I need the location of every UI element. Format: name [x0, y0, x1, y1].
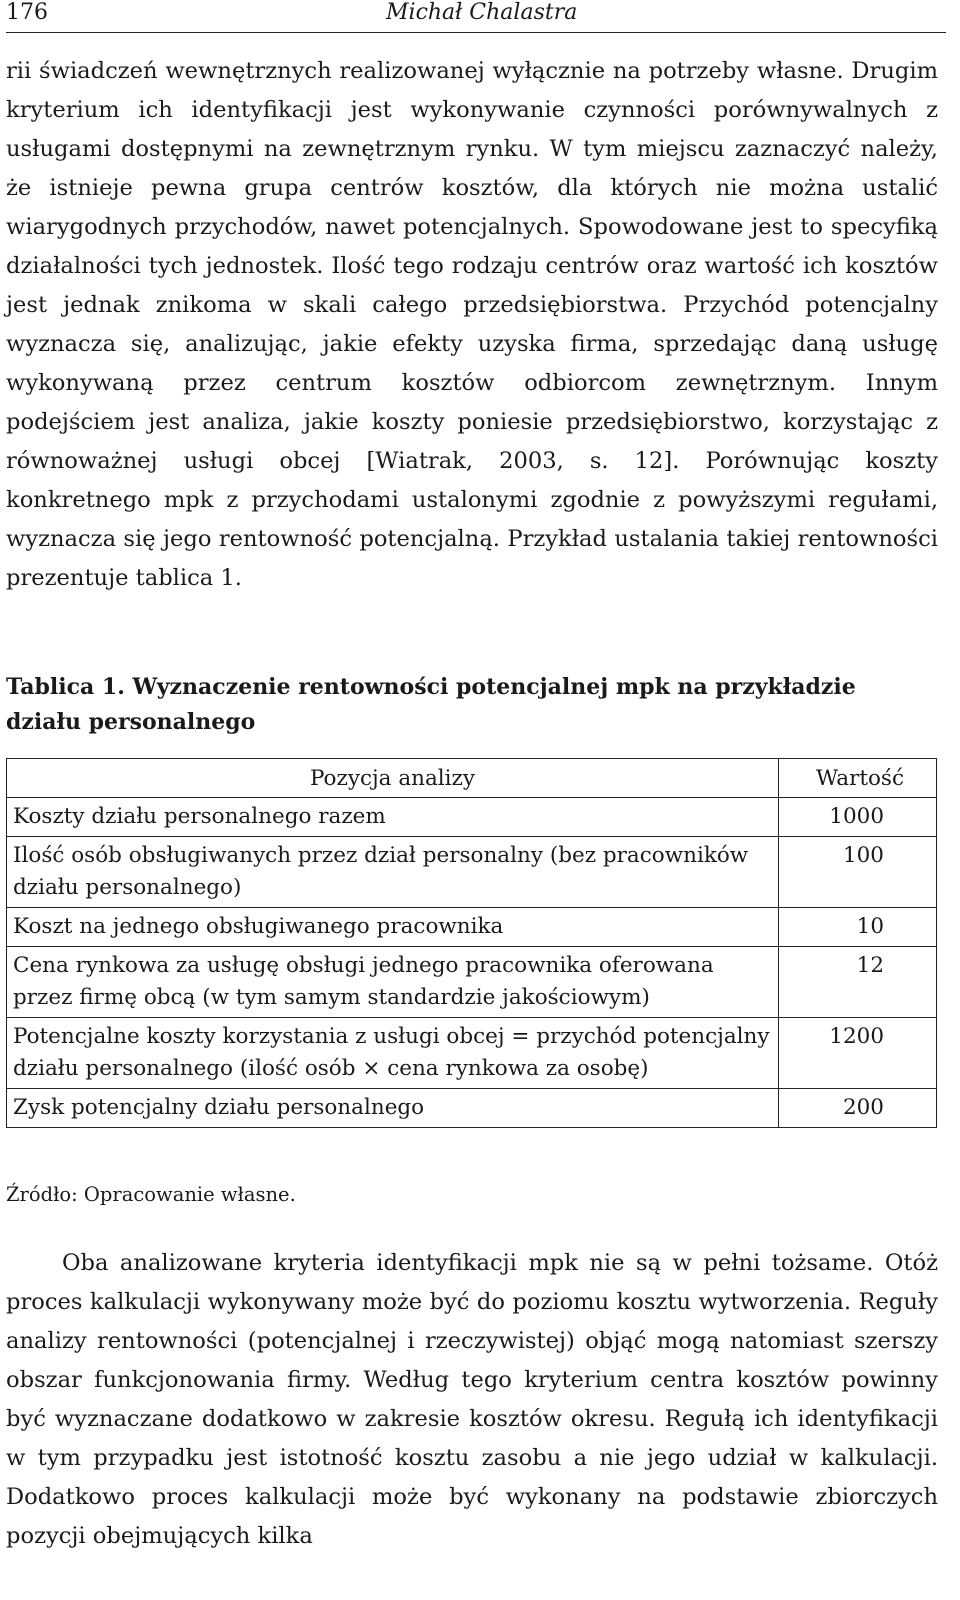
- running-head: [6, 0, 938, 28]
- row-label: Potencjalne koszty korzystania z usługi obcej = przychód potencjalny działu personalnego (ilość osób × cena rynkowa za osobę): [7, 1018, 779, 1089]
- row-label: Koszty działu personalnego razem: [7, 798, 779, 837]
- row-label: Koszt na jednego obsługiwanego pracownika: [7, 908, 779, 947]
- row-label: Ilość osób obsługiwanych przez dział personalny (bez pracowników działu personalnego): [7, 837, 779, 908]
- table-caption: Tablica 1. Wyznaczenie rentowności potencjalnej mpk na przykładzie działu personalnego: [6, 674, 856, 735]
- body-paragraph: Oba analizowane kryteria identyfikacji mpk nie są w pełni tożsame. Otóż proces kalkulacji wykonywany może być do poziomu kosztu wytworzenia. Reguły analizy rentowności (potencjalnej i rzeczywistej) objąć mogą natomiast szerszy obszar funkcjonowania firmy. Według tego kryterium centra kosztów powinny być wyznaczane dodatkowo w zakresie kosztów okresu. Regułą ich identyfikacji w tym przypadku jest istotność kosztu zasobu a nie jego udział w kalkulacji. Dodatkowo proces kalkulacji może być wykonany na podstawie zbiorczych pozycji obejmujących kilka: [6, 1250, 938, 1549]
- body-paragraph: rii świadczeń wewnętrznych realizowanej wyłącznie na potrzeby własne. Drugim kryterium ich identyfikacji jest wykonywanie czynności porównywalnych z usługami dostępnymi na zewnętrznym rynku. W tym miejscu zaznaczyć należy, że istnieje pewna grupa centrów kosztów, dla których nie można ustalić wiarygodnych przychodów, nawet potencjalnych. Spowodowane jest to specyfiką działalności tych jednostek. Ilość tego rodzaju centrów oraz wartość ich kosztów jest jednak znikoma w skali całego przedsiębiorstwa. Przychód potencjalny wyznacza się, analizując, jakie efekty uzyska firma, sprzedając daną usługę wykonywaną przez centrum kosztów odbiorcom zewnętrznym. Innym podejściem jest analiza, jakie koszty poniesie przedsiębiorstwo, korzystając z równoważnej usługi obcej [Wiatrak, 2003, s. 12]. Porównując koszty konkretnego mpk z przychodami ustalonymi zgodnie z powyższymi regułami, wyznacza się jego rentowność potencjalną. Przykład ustalania takiej rentowności prezentuje tablica 1.: [6, 58, 938, 591]
- row-label: Cena rynkowa za usługę obsługi jednego pracownika oferowana przez firmę obcą (w tym samym standardzie jakościowym): [7, 947, 779, 1018]
- table-source-note: Źródło: Opracowanie własne.: [6, 1183, 296, 1206]
- row-value: 100: [779, 837, 937, 908]
- table-row: [7, 1089, 937, 1128]
- row-value: 12: [779, 947, 937, 1018]
- row-value: 1000: [779, 798, 937, 837]
- page-number: 176: [6, 0, 48, 25]
- column-header-position: Pozycja analizy: [7, 759, 779, 798]
- column-header-value: Wartość: [779, 759, 937, 798]
- running-head-author: Michał Chalastra: [386, 0, 578, 25]
- table-row: [7, 798, 937, 837]
- table-header-row: [7, 759, 937, 798]
- header-rule: [6, 32, 946, 33]
- row-value: 10: [779, 908, 937, 947]
- table-row: [7, 1018, 937, 1089]
- row-value: 200: [779, 1089, 937, 1128]
- data-table: [6, 758, 937, 1128]
- row-value: 1200: [779, 1018, 937, 1089]
- table-row: [7, 908, 937, 947]
- row-label: Zysk potencjalny działu personalnego: [7, 1089, 779, 1128]
- table-row: [7, 947, 937, 1018]
- table-row: [7, 837, 937, 908]
